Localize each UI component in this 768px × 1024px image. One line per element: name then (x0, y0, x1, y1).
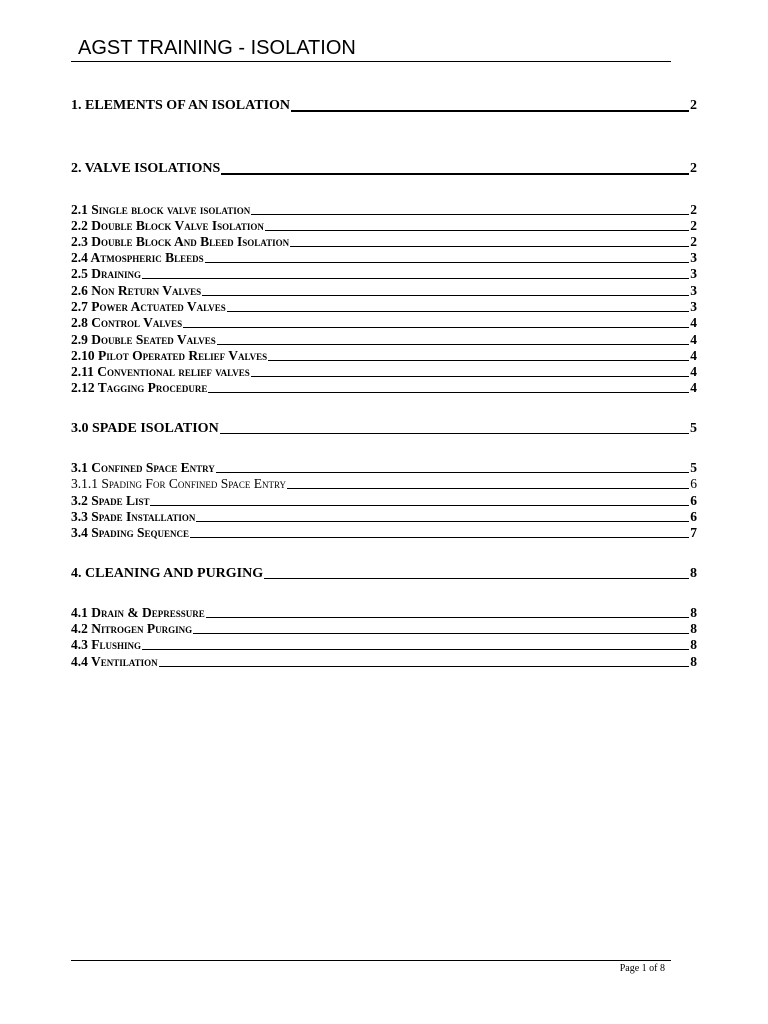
toc-entry[interactable] (71, 218, 697, 234)
toc-entry-page: 8 (690, 621, 697, 636)
toc-entry-page: 8 (690, 654, 697, 669)
toc-leader-line (217, 344, 689, 345)
toc-entry-label: 2.12 Tagging Procedure (71, 380, 208, 395)
toc-entry[interactable] (71, 315, 697, 331)
toc-entry[interactable] (71, 364, 697, 380)
toc-leader-line (290, 246, 689, 247)
toc-entry[interactable] (71, 98, 697, 114)
toc-entry-page: 4 (690, 315, 697, 330)
toc-entry-label: 3.0 SPADE ISOLATION (71, 421, 219, 436)
toc-entry-page: 2 (690, 234, 697, 249)
toc-entry-label: 2.7 Power Actuated Valves (71, 299, 226, 314)
toc-entry[interactable] (71, 476, 697, 492)
toc-entry[interactable] (71, 348, 697, 364)
toc-entry-label: 3.1 Confined Space Entry (71, 460, 215, 475)
toc-entry[interactable] (71, 299, 697, 315)
toc-leader-line (190, 537, 689, 538)
toc-entry[interactable] (71, 234, 697, 250)
toc-leader-line (221, 173, 689, 175)
toc-entry-label: 4.2 Nitrogen Purging (71, 621, 193, 636)
toc-entry-page: 3 (690, 250, 697, 265)
toc-entry-page: 4 (690, 332, 697, 347)
toc-leader-line (206, 617, 689, 618)
toc-entry[interactable] (71, 637, 697, 653)
toc-leader-line (196, 521, 689, 522)
toc-leader-line (227, 311, 689, 312)
toc-leader-line (220, 433, 689, 434)
toc-entry[interactable] (71, 460, 697, 476)
toc-entry[interactable] (71, 654, 697, 670)
toc-entry-label: 2.3 Double Block And Bleed Isolation (71, 234, 290, 249)
toc-leader-line (205, 262, 690, 263)
toc-entry-label: 2.4 Atmospheric Bleeds (71, 250, 204, 265)
toc-entry[interactable] (71, 621, 697, 637)
toc-entry[interactable] (71, 380, 697, 396)
toc-leader-line (264, 578, 689, 579)
toc-entry-label: 2. VALVE ISOLATIONS (71, 161, 221, 176)
toc-entry-page: 2 (690, 218, 697, 233)
toc-entry-page: 8 (690, 605, 697, 620)
toc-leader-line (265, 230, 689, 231)
toc-entry-page: 4 (690, 364, 697, 379)
toc-entry-label: 3.4 Spading Sequence (71, 525, 189, 540)
toc-entry-page: 6 (690, 509, 697, 524)
toc-entry-label: 2.1 Single block valve isolation (71, 202, 251, 217)
toc-entry[interactable] (71, 202, 697, 218)
toc-leader-line (159, 666, 690, 667)
toc-entry-label: 2.9 Double Seated Valves (71, 332, 216, 347)
toc-leader-line (183, 327, 689, 328)
toc-entry-page: 5 (690, 460, 697, 475)
toc-entry-page: 8 (690, 637, 697, 652)
toc-entry-page: 2 (690, 98, 697, 113)
toc-leader-line (142, 649, 689, 650)
toc-entry[interactable] (71, 509, 697, 525)
toc-entry[interactable] (71, 250, 697, 266)
toc-entry-page: 4 (690, 348, 697, 363)
toc-entry[interactable] (71, 566, 697, 582)
toc-entry-label: 4.1 Drain & Depressure (71, 605, 205, 620)
toc-entry-page: 5 (690, 421, 697, 436)
toc-entry[interactable] (71, 493, 697, 509)
toc-entry[interactable] (71, 161, 697, 177)
toc-entry[interactable] (71, 266, 697, 282)
document-title: AGST TRAINING - ISOLATION (78, 37, 356, 59)
toc-entry-label: 3.2 Spade List (71, 493, 150, 508)
toc-entry-page: 7 (690, 525, 697, 540)
toc-entry-page: 6 (690, 476, 697, 491)
toc-entry-page: 3 (690, 299, 697, 314)
toc-entry-page: 8 (690, 566, 697, 581)
toc-entry[interactable] (71, 605, 697, 621)
toc-leader-line (291, 110, 689, 112)
toc-leader-line (150, 505, 689, 506)
toc-entry-label: 2.6 Non Return Valves (71, 283, 202, 298)
toc-entry-page: 2 (690, 161, 697, 176)
toc-entry-page: 4 (690, 380, 697, 395)
toc-leader-line (251, 376, 689, 377)
toc-entry-label: 2.10 Pilot Operated Relief Valves (71, 348, 268, 363)
toc-leader-line (216, 472, 689, 473)
toc-entry[interactable] (71, 421, 697, 437)
toc-entry[interactable] (71, 332, 697, 348)
toc-entry-label: 4. CLEANING AND PURGING (71, 566, 264, 581)
toc-leader-line (193, 633, 689, 634)
toc-entry[interactable] (71, 525, 697, 541)
toc-entry-label: 3.3 Spade Installation (71, 509, 196, 524)
toc-entry-page: 2 (690, 202, 697, 217)
toc-entry-label: 2.8 Control Valves (71, 315, 183, 330)
toc-entry[interactable] (71, 283, 697, 299)
page-header (71, 36, 671, 62)
toc-entry-label: 2.11 Conventional relief valves (71, 364, 250, 379)
toc-entry-page: 3 (690, 266, 697, 281)
toc-leader-line (142, 278, 689, 279)
toc-leader-line (287, 488, 689, 489)
toc-leader-line (208, 392, 689, 393)
toc-entry-page: 6 (690, 493, 697, 508)
toc-entry-label: 4.3 Flushing (71, 637, 142, 652)
page-footer (71, 960, 671, 974)
toc-entry-label: 4.4 Ventilation (71, 654, 158, 669)
toc-leader-line (251, 214, 689, 215)
page-number: Page 1 of 8 (619, 963, 665, 974)
toc-entry-label: 2.5 Draining (71, 266, 142, 281)
toc-leader-line (268, 360, 689, 361)
toc-leader-line (202, 295, 689, 296)
toc-entry-label: 3.1.1 Spading For Confined Space Entry (71, 476, 287, 491)
toc-entry-page: 3 (690, 283, 697, 298)
toc-entry-label: 2.2 Double Block Valve Isolation (71, 218, 264, 233)
toc-entry-label: 1. ELEMENTS OF AN ISOLATION (71, 98, 290, 113)
